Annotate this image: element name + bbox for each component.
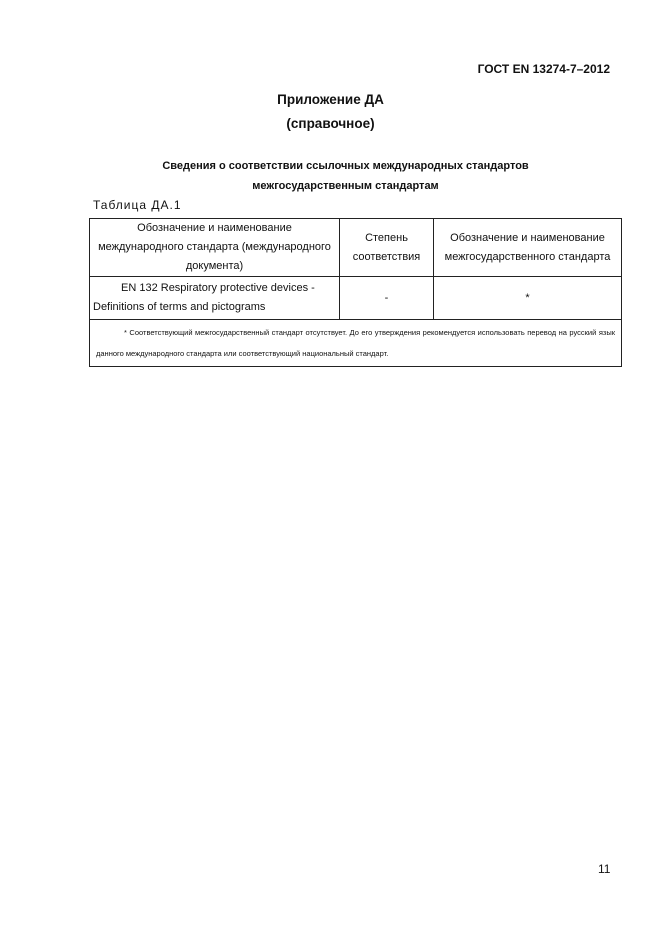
cell-interstate-standard: * [434, 277, 622, 320]
table-caption: Таблица ДА.1 [93, 198, 182, 212]
page-number: 11 [598, 862, 611, 876]
table-header-row [90, 219, 622, 277]
header-interstate-standard: Обозначение и наименование межгосударственного стандарта [434, 219, 622, 277]
appendix-subtitle: (справочное) [286, 116, 375, 131]
correspondence-table [89, 218, 622, 367]
header-degree: Степень соответствия [340, 219, 434, 277]
header-international-standard: Обозначение и наименование международного стандарта (международного документа) [90, 219, 340, 277]
document-code: ГОСТ EN 13274-7–2012 [477, 62, 610, 76]
table-footnote: * Соответствующий межгосударственный стандарт отсутствует. До его утверждения рекомендуется использовать перевод на русский язык данного международного стандарта или соответствующий национальный стандарт. [90, 320, 622, 367]
table-row [90, 277, 622, 320]
cell-international-standard: EN 132 Respiratory protective devices - Definitions of terms and pictograms [90, 277, 340, 320]
section-heading-line2: межгосударственным стандартам [252, 180, 439, 192]
table-footnote-row [90, 320, 622, 367]
cell-degree: - [340, 277, 434, 320]
appendix-title: Приложение ДА [277, 92, 384, 107]
section-heading-line1: Сведения о соответствии ссылочных международных стандартов [162, 160, 529, 172]
